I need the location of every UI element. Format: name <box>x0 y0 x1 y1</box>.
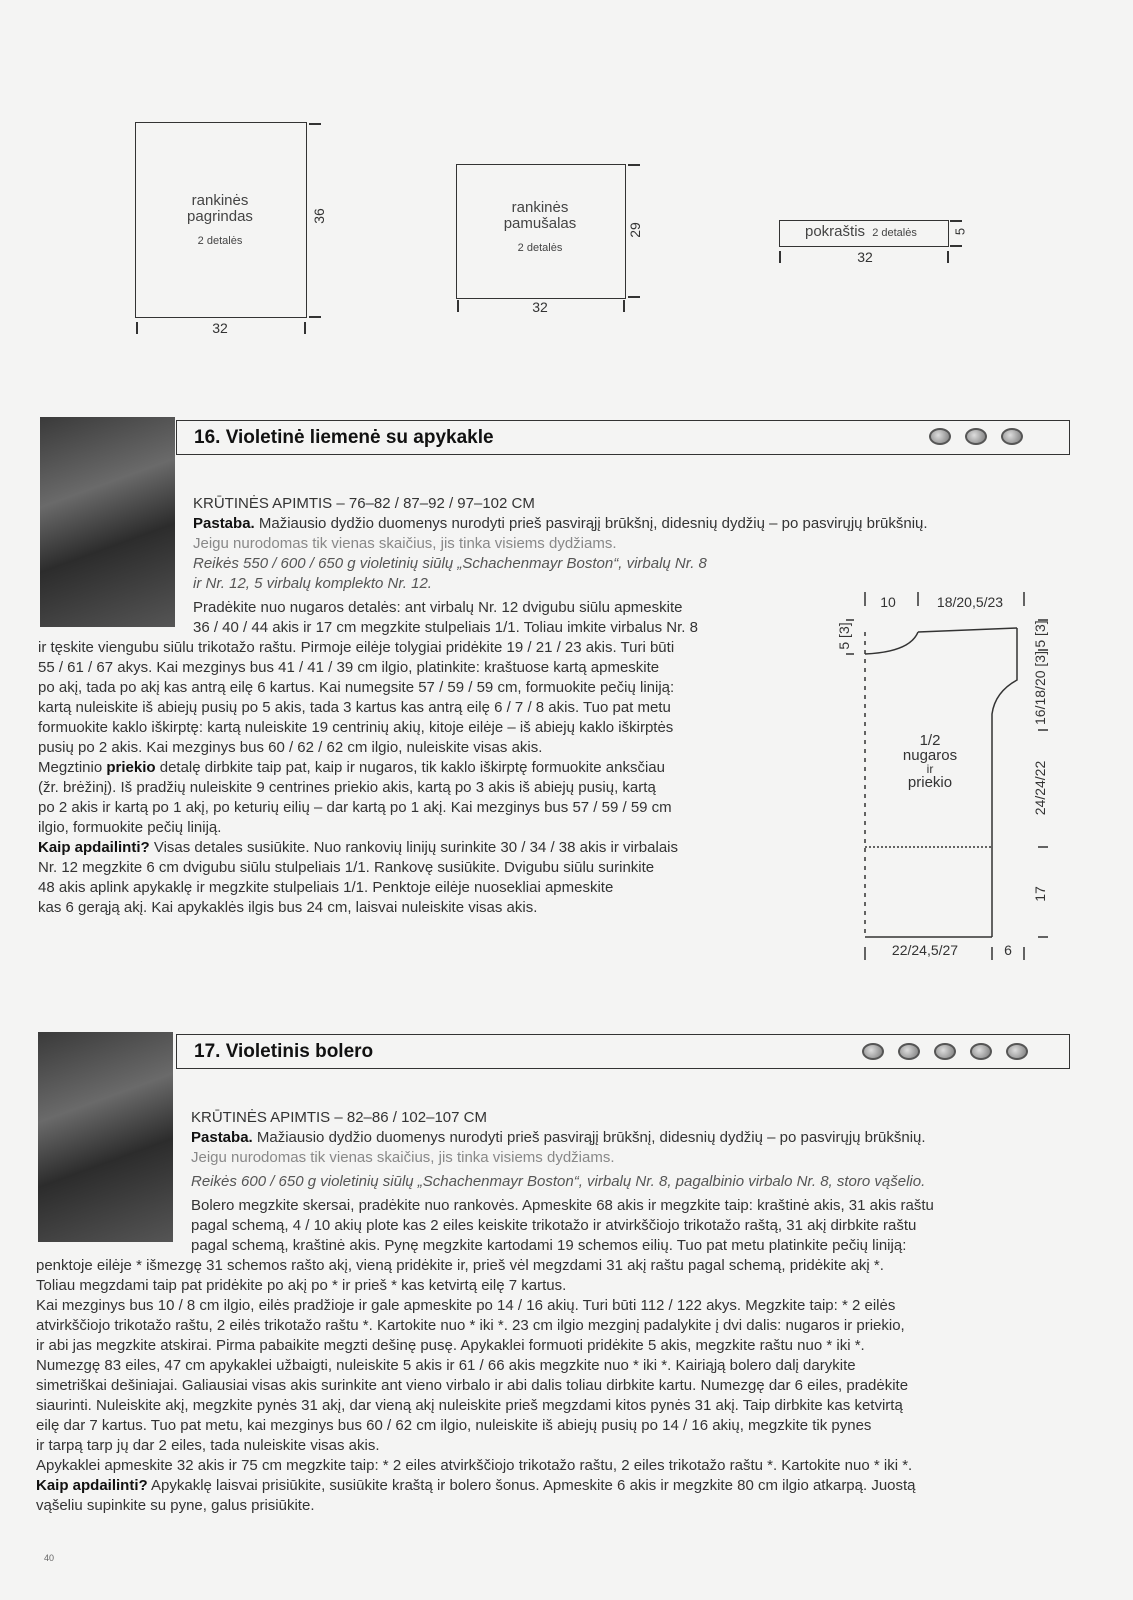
trim-label <box>805 223 917 240</box>
bag-lining-width: 32 <box>532 299 548 315</box>
bag-base-height: 36 <box>311 208 327 224</box>
pattern-17-body-line: penktoje eilėje * išmezgę 31 schemos rašto akį, vieną pridėkite ir, prieš vėl megzdami 31 akį raštu pagal schemą, pridėkite akį *. <box>36 1257 884 1274</box>
yarn-ball-icon <box>934 1043 956 1060</box>
schematic-label-1: 1/2 <box>919 732 941 749</box>
pattern-17-body-line: simetriškai dešiniajai. Galiausiai visas akis surinkite ant vieno virbalo ir abi dalis toliau dirbkite kartu. Numezgę dar 6 eiles, pradėkite <box>36 1377 909 1394</box>
schematic-right-d: 17 <box>1032 886 1048 902</box>
bag-base-name-2: pagrindas <box>187 208 253 225</box>
pattern-16-front-line: (žr. brėžinį). Iš pradžių nuleiskite 9 centrines priekio akis, kartą po 3 akis iš abiejų pusių, kartą <box>38 779 656 796</box>
pattern-17-body-line: Bolero megzkite skersai, pradėkite nuo rankovės. Apmeskite 68 akis ir megzkite taip: kraštinė akis, 31 akis raštu <box>191 1197 934 1214</box>
pattern-16-note-label: Pastaba. <box>193 515 255 532</box>
schematic-label-3: ir <box>926 762 934 776</box>
pattern-16-note-line2: Jeigu nurodomas tik vienas skaičius, jis tinka visiems dydžiams. <box>193 535 617 552</box>
bag-lining-label <box>460 200 620 256</box>
yarn-ball-icon <box>1001 428 1023 445</box>
pattern-16-finish-label: Kaip apdailinti? <box>38 839 150 856</box>
bag-lining-height: 29 <box>627 222 643 238</box>
pattern-16-front-rest: detalę dirbkite taip pat, kaip ir nugaros, tik kaklo iškirptę formuokite anksčiau <box>155 759 665 776</box>
pattern-17-text <box>36 1108 1086 1516</box>
schematic-label-2: nugaros <box>902 747 958 764</box>
bag-base-name-1: rankinės <box>191 192 249 209</box>
pattern-16-front-line: po 2 akis ir kartą po 1 akį, po keturių eilių – dar kartą po 1 akį. Kai mezginys bus 57 / 59 / 59 cm <box>38 799 672 816</box>
pattern-16-body-line: po akį, tada po akį kas antrą eilę 6 kartus. Kai numegsite 57 / 59 / 59 cm, formuokite pečių liniją: <box>38 679 675 696</box>
pattern-17-finish-text: Apykaklę laisvai prisiūkite, susiūkite kraštą ir bolero šonus. Apmeskite 6 akis ir megzkite 80 cm ilgio atkarpą. Juostą <box>147 1477 916 1494</box>
bag-lining-name-1: rankinės <box>511 199 569 216</box>
yarn-ball-icon <box>929 428 951 445</box>
trim-height: 5 <box>952 227 968 236</box>
pattern-16-finish-line: kas 6 gerąją akį. Kai apykaklės ilgis bus 24 cm, laisvai nuleiskite visas akis. <box>38 899 538 916</box>
pattern-16-body-line: 55 / 61 / 67 akys. Kai mezginys bus 41 / 41 / 39 cm ilgio, platinkite: kraštuose kartą apmeskite <box>38 659 660 676</box>
trim-count: 2 detalės <box>872 227 917 239</box>
pattern-17-body-line: Toliau megzdami taip pat pridėkite po akį po * ir prieš * kas ketvirtą eilę 7 kartus. <box>36 1277 567 1294</box>
bag-base-label <box>140 193 300 249</box>
pattern-17-body-line: pagal schemą, 4 / 10 akių plote kas 2 eiles keiskite trikotažo ir atvirkščiojo trikotažo raštą, 31 akį dirbkite raštu <box>191 1217 917 1234</box>
page-number: 40 <box>44 1553 55 1563</box>
yarn-ball-icon <box>965 428 987 445</box>
pattern-17-body-line: Kai mezginys bus 10 / 8 cm ilgio, eilės pradžioje ir gale apmeskite po 14 / 16 akių. Turi būti 112 / 122 akys. Megzkite taip: * 2 eilės <box>36 1297 896 1314</box>
pattern-16-body-line: kartą nuleiskite iš abiejų pusių po 5 akis, tada 3 kartus kas antrą eilę 6 / 7 / 8 akis. Tuo pat metu <box>38 699 671 716</box>
pattern-16-finish-text: Visas detales susiūkite. Nuo rankovių linijų surinkite 30 / 34 / 38 akis ir virbalais <box>149 839 678 856</box>
pattern-16-finish-line: 48 akis aplink apykaklę ir megzkite stulpeliais 1/1. Penktoje eilėje nuosekliai apmeskite <box>38 879 614 896</box>
schematic-label <box>880 733 980 790</box>
pattern-17-body-line: Numezgę 83 eiles, 47 cm apykaklei užbaigti, nuleiskite 5 akis ir 61 / 66 akis megzkite nuo * iki *. Kairiąją bolero dalį darykite <box>36 1357 856 1374</box>
schematic-right-b: 16/18/20 [3] <box>1032 651 1048 725</box>
pattern-17-body-line: ir abi jas megzkite atskirai. Pirma pabaikite megzti dešinę pusę. Apykaklei formuoti pridėkite 5 akis, megzkite raštu nuo * iki *. <box>36 1337 865 1354</box>
schematic-top-b: 18/20,5/23 <box>936 594 1004 610</box>
pattern-17-note-label: Pastaba. <box>191 1129 253 1146</box>
pattern-16-materials-1: Reikės 550 / 600 / 650 g violetinių siūlų „Schachenmayr Boston“, virbalų Nr. 8 <box>193 555 707 572</box>
pattern-17-note-text: Mažiausio dydžio duomenys nurodyti prieš pasvirąjį brūkšnį, didesnių dydžių – po pasvirųjų brūkšnių. <box>252 1129 926 1146</box>
pattern-16-front-prefix: Megztinio <box>38 759 107 776</box>
trim-width: 32 <box>857 249 873 265</box>
yarn-ball-icon <box>970 1043 992 1060</box>
trim-name: pokraštis <box>805 223 866 240</box>
pattern-16-body-line: formuokite kaklo iškirptę: kartą nuleiskite 19 centrinių akių, kitoje eilėje – iš abiejų kaklo iškirptės <box>38 719 674 736</box>
pattern-16-materials-2: ir Nr. 12, 5 virbalų komplekto Nr. 12. <box>193 575 432 592</box>
pattern-17-difficulty <box>848 1043 1028 1061</box>
pattern-17-materials: Reikės 600 / 650 g violetinių siūlų „Schachenmayr Boston“, virbalų Nr. 8, pagalbinio virbalo Nr. 8, storo vąšelio. <box>191 1173 926 1190</box>
pattern-16-finish-line: Nr. 12 megzkite 6 cm dvigubu siūlu stulpeliais 1/1. Rankovę susiūkite. Dvigubu siūlu surinkite <box>38 859 655 876</box>
pattern-16-title: 16. Violetinė liemenė su apykakle <box>194 427 494 448</box>
pattern-16-body-line: 36 / 40 / 44 akis ir 17 cm megzkite stulpeliais 1/1. Toliau imkite virbalus Nr. 8 <box>193 619 698 636</box>
pattern-17-title: 17. Violetinis bolero <box>194 1041 374 1062</box>
pattern-16-difficulty <box>915 428 1023 446</box>
pattern-16-note-text: Mažiausio dydžio duomenys nurodyti prieš pasvirąjį brūkšnį, didesnių dydžių – po pasvirųjų brūkšnių. <box>254 515 928 532</box>
yarn-ball-icon <box>862 1043 884 1060</box>
pattern-17-note-line2: Jeigu nurodomas tik vienas skaičius, jis tinka visiems dydžiams. <box>191 1149 615 1166</box>
schematic-label-4: priekio <box>907 774 953 791</box>
pattern-17-body-line: pagal schemą, kraštinė akis. Pynę megzkite kartodami 19 schemos eilių. Tuo pat metu platinkite pečių liniją: <box>191 1237 907 1254</box>
pattern-16-front-line: ilgio, formuokite pečių liniją. <box>38 819 222 836</box>
schematic-right-c: 24/24/22 <box>1032 760 1048 816</box>
bag-lining-name-2: pamušalas <box>503 215 577 232</box>
bag-base-width: 32 <box>212 320 228 336</box>
pattern-17-sizes: KRŪTINĖS APIMTIS – 82–86 / 102–107 CM <box>191 1109 487 1126</box>
bag-base-count: 2 detalės <box>197 235 243 247</box>
pattern-17-body-line: Apykaklei apmeskite 32 akis ir 75 cm megzkite taip: * 2 eiles atvirkščiojo trikotažo raštu, 2 eiles trikotažo raštu *. Kartokite nuo * iki *. <box>36 1457 913 1474</box>
pattern-16-front-bold: priekio <box>106 759 156 776</box>
pattern-17-body-line: siaurinti. Nuleiskite akį, megzkite pynės 31 akį, dar vieną akį nuleiskite prieš megzdami kitos pynės 31 akį. Taip dirbkite kas ketvirtą <box>36 1397 903 1414</box>
schematic-right-a: 5 [3] <box>1032 620 1048 648</box>
pattern-17-body-line: ir tarpą tarp jų dar 2 eiles, tada nuleiskite visas akis. <box>36 1437 380 1454</box>
pattern-16-sizes: KRŪTINĖS APIMTIS – 76–82 / 87–92 / 97–102 CM <box>193 495 535 512</box>
pattern-16-body-line: Pradėkite nuo nugaros detalės: ant virbalų Nr. 12 dvigubu siūlu apmeskite <box>193 599 683 616</box>
schematic-bottom-a: 22/24,5/27 <box>891 942 959 958</box>
bag-lining-count: 2 detalės <box>517 242 563 254</box>
pattern-17-body-line: eilę dar 7 kartus. Tuo pat metu, kai mezginys bus 60 / 62 cm ilgio, nuleiskite iš abiejų pusių po 14 / 16 akių, megzkite tik pynes <box>36 1417 872 1434</box>
schematic-bottom-b: 6 <box>1004 942 1012 958</box>
schematic-left-neck: 5 [3] <box>836 622 852 650</box>
yarn-ball-icon <box>898 1043 920 1060</box>
pattern-17-finish-line2: vąšeliu supinkite su pyne, galus prisiūkite. <box>36 1497 315 1514</box>
pattern-16-body-line: pusių po 2 akis. Kai mezginys bus 60 / 62 / 62 cm ilgio, nuleiskite visas akis. <box>38 739 543 756</box>
schematic-top-a: 10 <box>880 594 896 610</box>
pattern-17-body-line: atvirkščiojo trikotažo raštu, 2 eilės trikotažo raštu *. Kartokite nuo * iki *. 23 cm ilgio mezginį padalykite į dvi dalis: nugaros ir priekio, <box>36 1317 905 1334</box>
pattern-17-finish-label: Kaip apdailinti? <box>36 1477 148 1494</box>
pattern-16-body-line: ir tęskite viengubu siūlu trikotažo raštu. Pirmoje eilėje tolygiai pridėkite 19 / 21 / 23 akis. Turi būti <box>38 639 675 656</box>
yarn-ball-icon <box>1006 1043 1028 1060</box>
